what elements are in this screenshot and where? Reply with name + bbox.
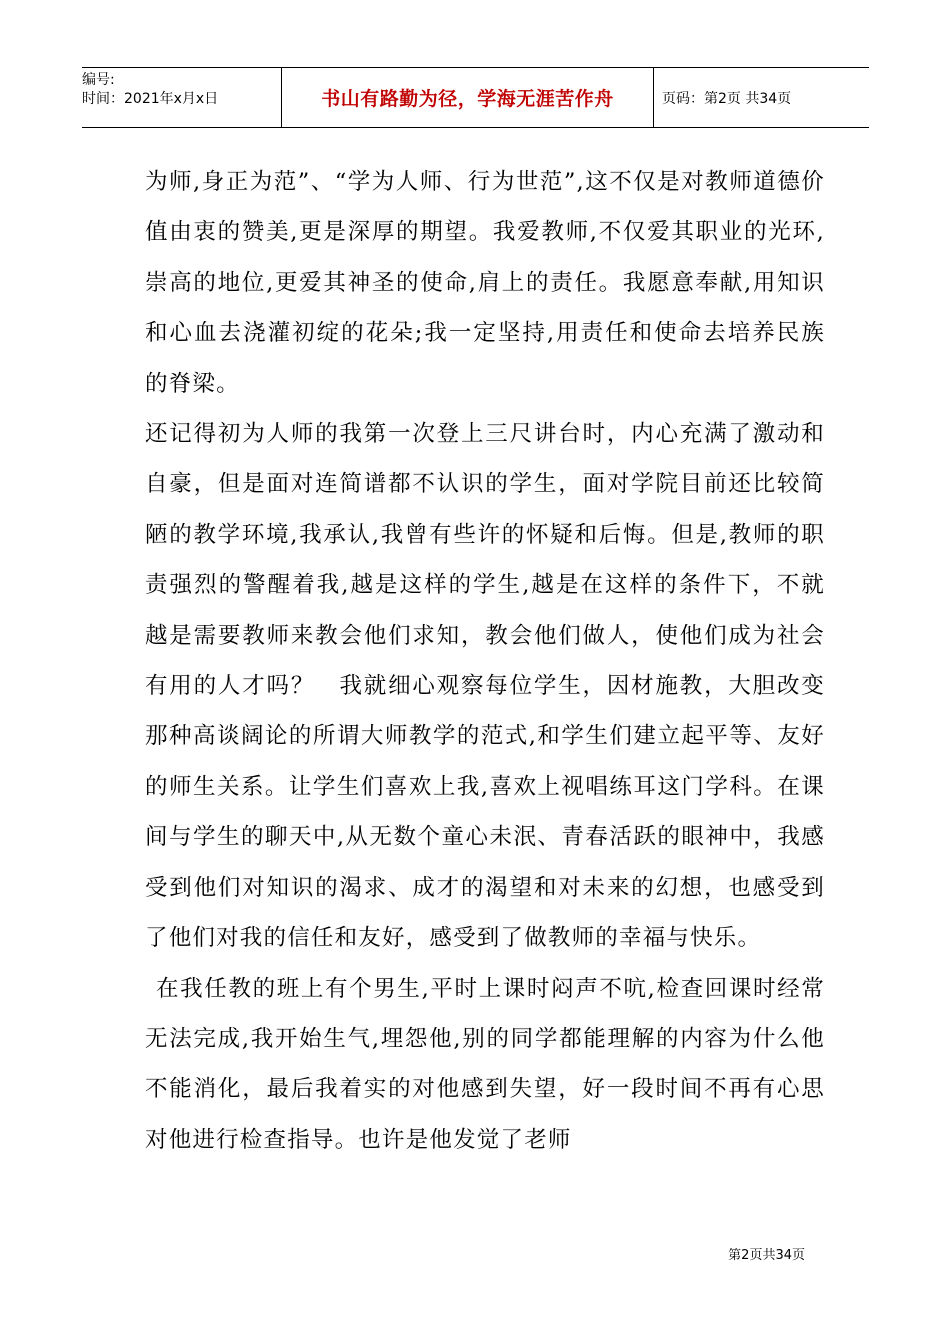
header-meta-cell [82, 68, 282, 127]
header-page-number: 页码：第2页 共34页 [662, 90, 792, 107]
body-paragraph: 还记得初为人师的我第一次登上三尺讲台时，内心充满了激动和自豪，但是面对连简谱都不认识的学生，面对学院目前还比较简陋的教学环境,我承认,我曾有些许的怀疑和后悔。但是,教师的职责强烈的警醒着我,越是这样的学生,越是在这样的条件下，不就越是需要教师来教会他们求知，教会他们做人，使他们成为社会有用的人才吗？ 我就细心观察每位学生，因材施教，大胆改变那种高谈阔论的所谓大师教学的范式,和学生们建立起平等、友好的师生关系。让学生们喜欢上我,喜欢上视唱练耳这门学科。在课间与学生的聊天中,从无数个童心未泯、青春活跃的眼神中，我感受到他们对知识的渴求、成才的渴望和对未来的幻想，也感受到了他们对我的信任和友好，感受到了做教师的幸福与快乐。 [145, 421, 825, 952]
header-motto: 书山有路勤为径，学海无涯苦作舟 [321, 88, 614, 110]
header-page-cell [654, 68, 869, 127]
header-motto-cell [282, 68, 654, 127]
document-header [82, 67, 869, 128]
document-date-label: 时间：2021年x月x日 [82, 91, 219, 107]
document-number-label: 编号: [82, 72, 115, 88]
document-body [145, 157, 825, 1165]
page-footer: 第2页共34页 [728, 1248, 805, 1263]
body-paragraph: 在我任教的班上有个男生,平时上课时闷声不吭,检查回课时经常无法完成,我开始生气,埋怨他,别的同学都能理解的内容为什么他不能消化，最后我着实的对他感到失望，好一段时间不再有心思对他进行检查指导。也许是他发觉了老师 [145, 975, 825, 1153]
body-paragraph: 为师,身正为范”、“学为人师、行为世范”,这不仅是对教师道德价值由衷的赞美,更是深厚的期望。我爱教师,不仅爱其职业的光环,崇高的地位,更爱其神圣的使命,肩上的责任。我愿意奉献,用知识和心血去浇灌初绽的花朵;我一定坚持,用责任和使命去培养民族的脊梁。 [145, 169, 825, 397]
